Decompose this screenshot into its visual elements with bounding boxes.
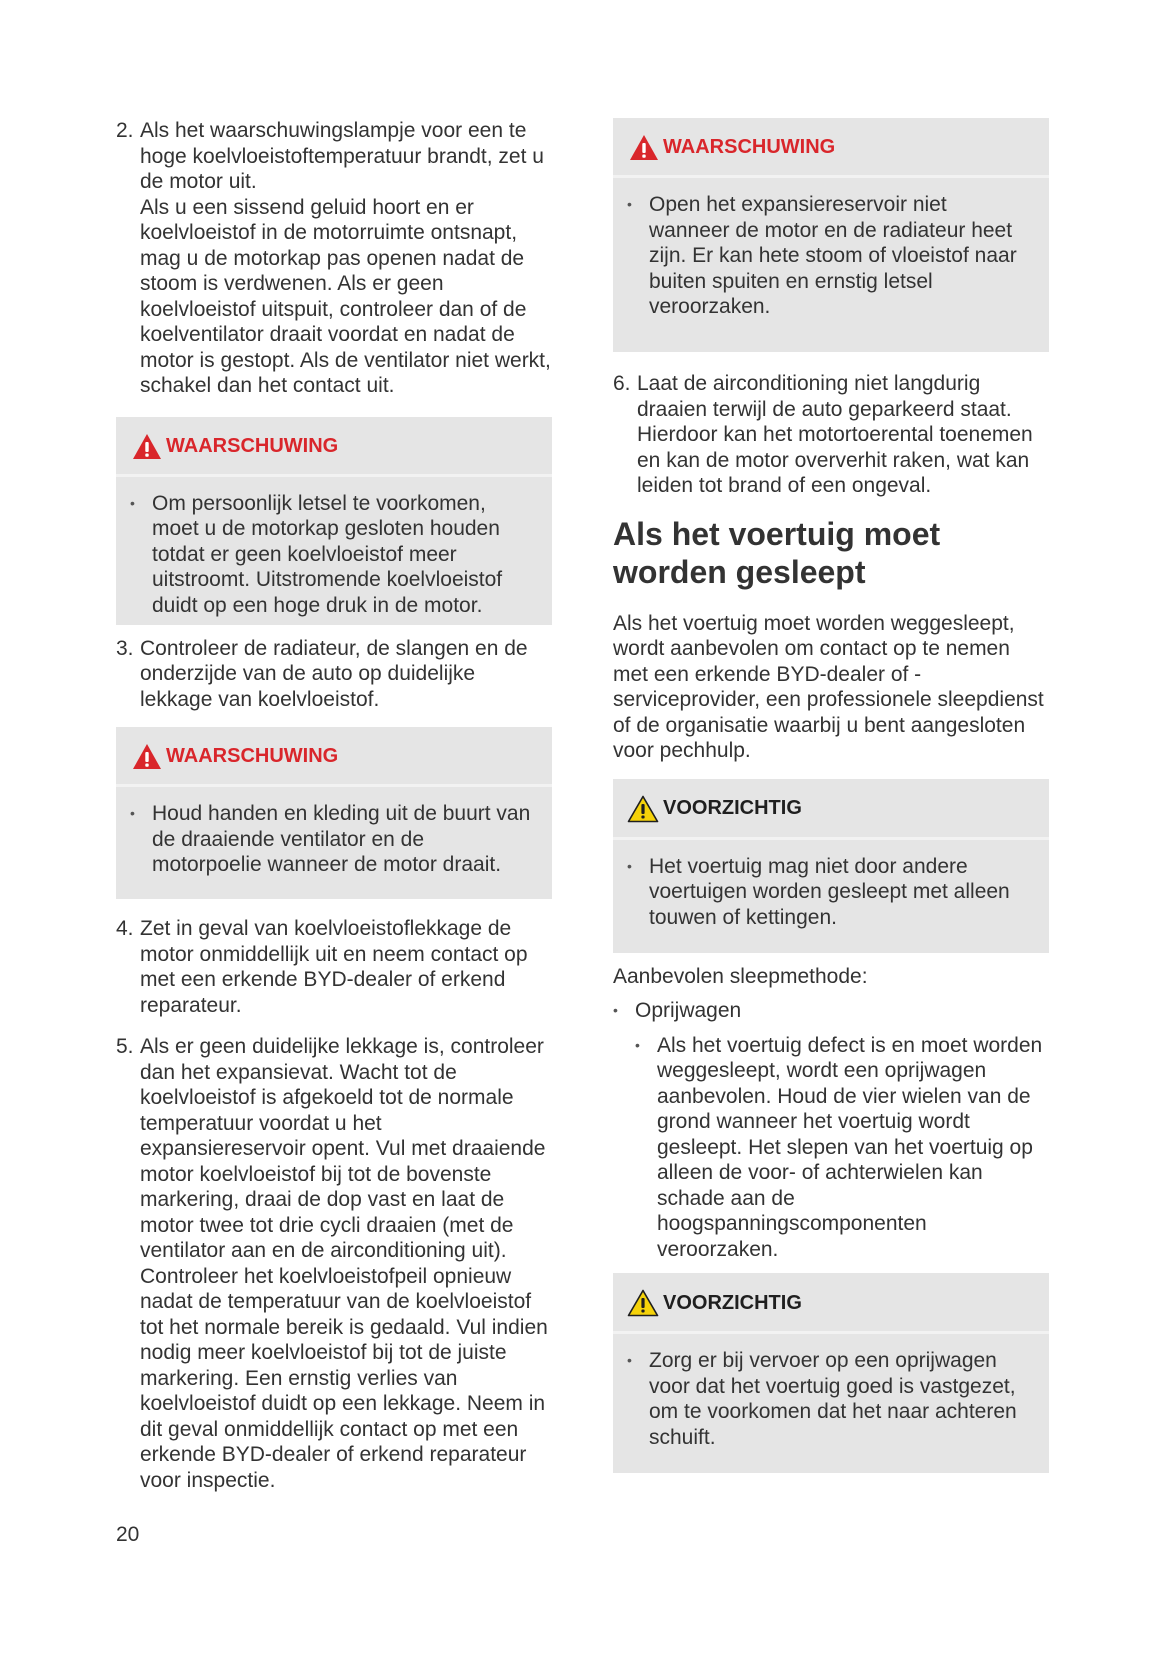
step-number: 6. xyxy=(613,372,631,395)
bullet: • xyxy=(627,1352,632,1368)
caution-title: VOORZICHTIG xyxy=(663,797,802,819)
bullet: • xyxy=(635,1036,640,1053)
caution-header xyxy=(613,779,1049,840)
warning-icon xyxy=(132,433,162,460)
step-number: 3. xyxy=(116,636,134,660)
warning-text: Houd handen en kleding uit de buurt van de draaiende ventilator en de motorpoelie wanneer de motor draait. xyxy=(152,802,531,876)
step-text: Controleer de radiateur, de slangen en de onderzijde van de auto op duidelijke lekkage van koelvloeistof. xyxy=(140,636,528,711)
step-text: Zet in geval van koelvloeistoflekkage de motor onmiddellijk uit en neem contact op met een erkende BYD-dealer of erkend reparateur. xyxy=(140,917,528,1017)
warning-icon xyxy=(629,134,659,161)
method-sub-item xyxy=(613,1033,1049,1263)
bullet: • xyxy=(130,805,135,821)
warning-box xyxy=(116,417,552,625)
warning-box xyxy=(116,727,552,899)
step-3 xyxy=(116,636,552,713)
caution-icon xyxy=(627,1289,659,1317)
left-column xyxy=(116,118,552,1493)
step-text: Als u een sissend geluid hoort en er koelvloeistof in de motorruimte ontsnapt, mag u de motorkap pas openen nadat de stoom is verdwenen. Als er geen koelvloeistof uitspuit, controleer dan of de koelventilator draait voordat en nadat de motor is gestopt. Als de ventilator niet werkt, schakel dan het contact uit. xyxy=(140,195,551,397)
list-item xyxy=(130,491,534,619)
bullet: • xyxy=(130,494,135,511)
step-text: Laat de airconditioning niet langdurig draaien terwijl de auto geparkeerd staat. Hierdoor kan het motortoerental toenemen en kan de motor oververhit raken, wat kan leiden tot brand of een ongeval. xyxy=(637,372,1033,497)
step-text: Als er geen duidelijke lekkage is, controleer dan het expansievat. Wacht tot de koelvloeistof is afgekoeld tot de normale temperatuur voordat u het expansiereservoir opent. Vul met draaiende motor koelvloeistof bij tot de bovenste markering, draai de dop vast en laat de motor twee tot drie cycli draaien (met de ventilator aan en de airconditioning uit). Controleer het koelvloeistofpeil opnieuw nadat de temperatuur van de koelvloeistof tot het normale bereik is gedaald. Vul indien nodig meer koelvloeistof bij tot de juiste markering. Een ernstig verlies van koelvloeistof duidt op een lekkage. Neem in dit geval onmiddellijk contact op met een erkende BYD-dealer of erkend reparateur voor inspectie. xyxy=(140,1035,548,1492)
bullet: • xyxy=(613,1002,618,1018)
warning-text: Om persoonlijk letsel te voorkomen, moet u de motorkap gesloten houden totdat er geen koelvloeistof meer uitstroomt. Uitstromende koelvloeistof duidt op een hoge druk in de motor. xyxy=(152,491,503,617)
warning-icon xyxy=(132,743,162,770)
warning-title: WAARSCHUWING xyxy=(663,136,836,158)
step-number: 4. xyxy=(116,917,134,940)
method-label: Aanbevolen sleepmethode: xyxy=(613,964,868,988)
step-text: Als het waarschuwingslampje voor een te hoge koelvloeistoftemperatuur brandt, zet u de motor uit. xyxy=(140,119,544,193)
warning-header xyxy=(116,417,552,477)
list-item xyxy=(627,192,1031,320)
step-2 xyxy=(116,118,552,399)
step-6 xyxy=(613,371,1049,499)
method-item xyxy=(613,998,1049,1024)
list-item xyxy=(627,854,1031,931)
caution-box xyxy=(613,779,1049,953)
warning-box xyxy=(613,118,1049,352)
caution-title: VOORZICHTIG xyxy=(663,1291,802,1314)
caution-text: Zorg er bij vervoer op een oprijwagen voor dat het voertuig goed is vastgezet, om te voorkomen dat het naar achteren schuift. xyxy=(649,1349,1017,1449)
page-number: 20 xyxy=(116,1523,140,1546)
caution-header xyxy=(613,1273,1049,1334)
warning-title: WAARSCHUWING xyxy=(166,745,339,767)
list-item xyxy=(627,1348,1031,1450)
method-sub-text: Als het voertuig defect is en moet worden weggesleept, wordt een oprijwagen aanbevolen. Houd de vier wielen van de grond wanneer het voertuig wordt gesleept. Het slepen van het voertuig op alleen de voor- of achterwielen kan schade aan de hoogspanningscomponenten veroorzaken. xyxy=(657,1033,1043,1261)
step-5 xyxy=(116,1034,552,1493)
right-column xyxy=(613,118,1049,1473)
caution-icon xyxy=(627,795,659,823)
caution-text: Het voertuig mag niet door andere voertuigen worden gesleept met alleen touwen of kettingen. xyxy=(649,854,1010,929)
intro-paragraph: Als het voertuig moet worden weggesleept, wordt aanbevolen om contact op te nemen met een erkende BYD-dealer of -serviceprovider, een professionele sleepdienst of de organisatie waarbij u bent aangesloten voor pechhulp. xyxy=(613,611,1044,762)
list-item xyxy=(130,801,534,878)
method-item-text: Oprijwagen xyxy=(635,999,742,1022)
warning-title: WAARSCHUWING xyxy=(166,434,339,457)
section-heading: Als het voertuig moet worden gesleept xyxy=(613,515,941,590)
caution-box xyxy=(613,1273,1049,1473)
warning-text: Open het expansiereservoir niet wanneer de motor en de radiateur heet zijn. Er kan hete stoom of vloeistof naar buiten spuiten en ernstig letsel veroorzaken. xyxy=(649,193,1017,318)
warning-header xyxy=(613,118,1049,178)
bullet: • xyxy=(627,196,632,212)
step-number: 2. xyxy=(116,119,134,142)
bullet: • xyxy=(627,857,632,874)
warning-header xyxy=(116,727,552,787)
step-4 xyxy=(116,916,552,1018)
step-number: 5. xyxy=(116,1035,134,1058)
